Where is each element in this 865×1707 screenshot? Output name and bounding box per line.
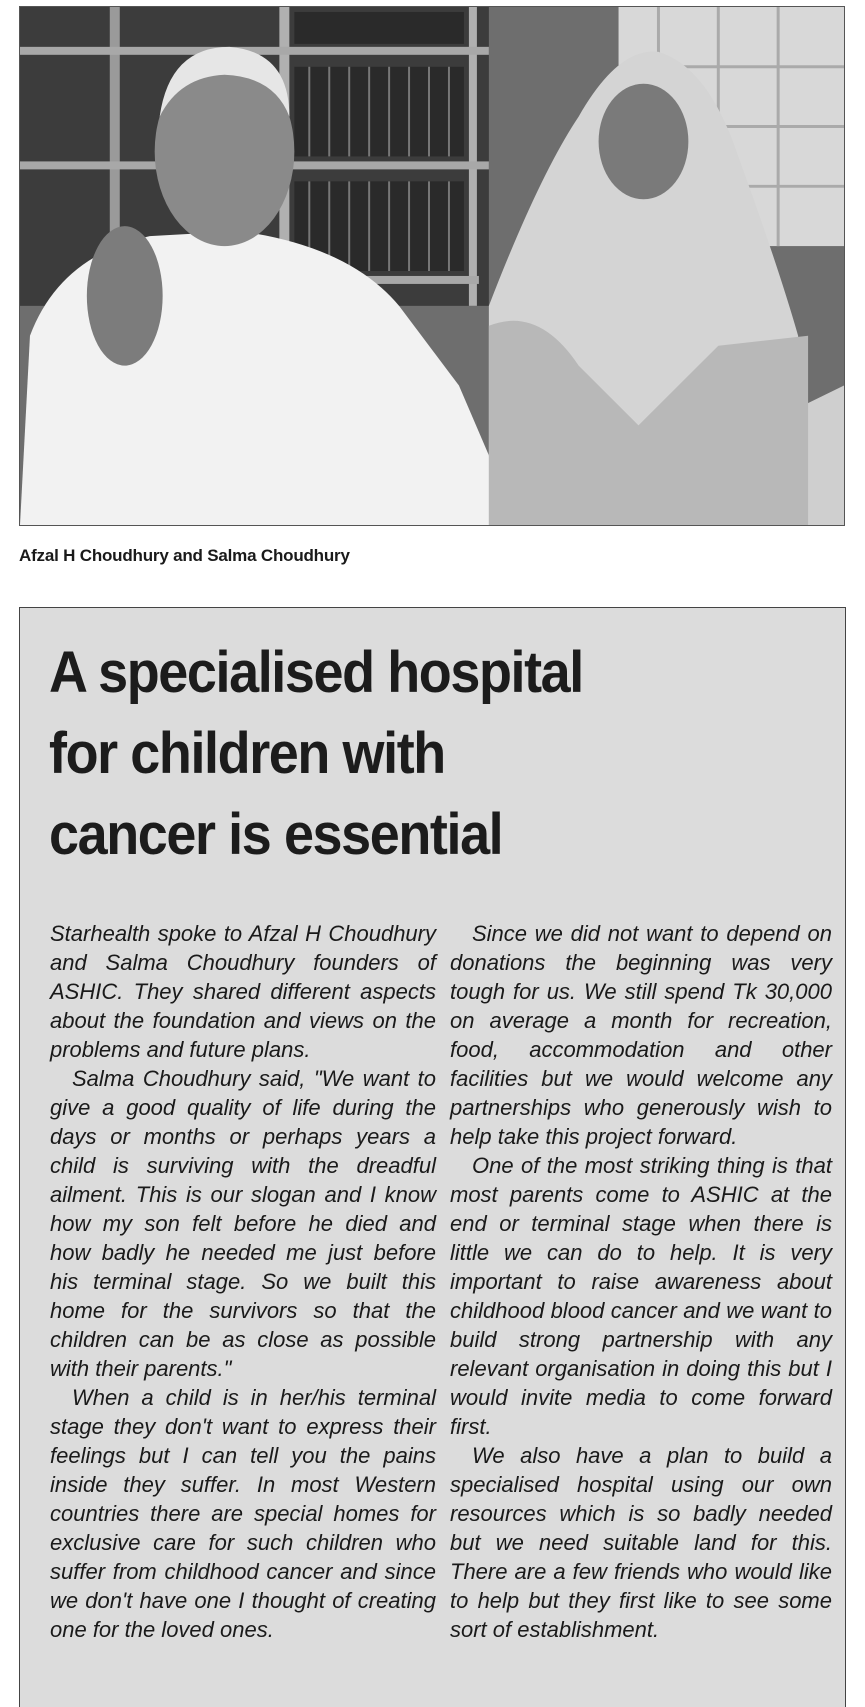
paragraph: We also have a plan to build a specialised hospital using our own resources which is so badly needed but we need suitable land for this. There are a few friends who would like to help but they first like to see some sort of establishment. xyxy=(450,1443,832,1642)
photo-illustration xyxy=(20,7,844,525)
article-column-right xyxy=(450,919,832,1644)
article-photo xyxy=(19,6,845,526)
photo-caption: Afzal H Choudhury and Salma Choudhury xyxy=(19,546,350,565)
article-box xyxy=(19,607,846,1707)
paragraph: Salma Choudhury said, "We want to give a good quality of life during the days or months or perhaps years a child is surviving with the dreadful ailment. This is our slogan and I know how my son felt before he died and how badly he needed me just before his terminal stage. So we built this home for the survivors so that the children can be as close as possible with their parents." xyxy=(50,1066,436,1381)
paragraph: When a child is in her/his terminal stage they don't want to express their feelings but I can tell you the pains inside they suffer. In most Western countries there are special homes for exclusive care for such children who suffer from childhood cancer and since we don't have one I thought of creating one for the loved ones. xyxy=(50,1385,436,1642)
headline-line: cancer is essential xyxy=(49,802,503,867)
paragraph: One of the most striking thing is that most parents come to ASHIC at the end or terminal stage when there is little we can do to help. It is very important to raise awareness about childhood blood cancer and we want to build strong partnership with any relevant organisation in doing this but I would invite media to come forward first. xyxy=(450,1153,832,1439)
paragraph: Starhealth spoke to Afzal H Choudhury and Salma Choudhury founders of ASHIC. They shared different aspects about the foundation and views on the problems and future plans. xyxy=(50,921,436,1062)
headline-line: for children with xyxy=(49,721,445,786)
headline-line: A specialised hospital xyxy=(49,640,583,705)
article-column-left xyxy=(50,919,436,1644)
paragraph: Since we did not want to depend on donations the beginning was very tough for us. We still spend Tk 30,000 on average a month for recreation, food, accommodation and other facilities but we would welcome any partnerships who generously wish to help take this project forward. xyxy=(450,921,832,1149)
article-headline xyxy=(49,632,756,875)
